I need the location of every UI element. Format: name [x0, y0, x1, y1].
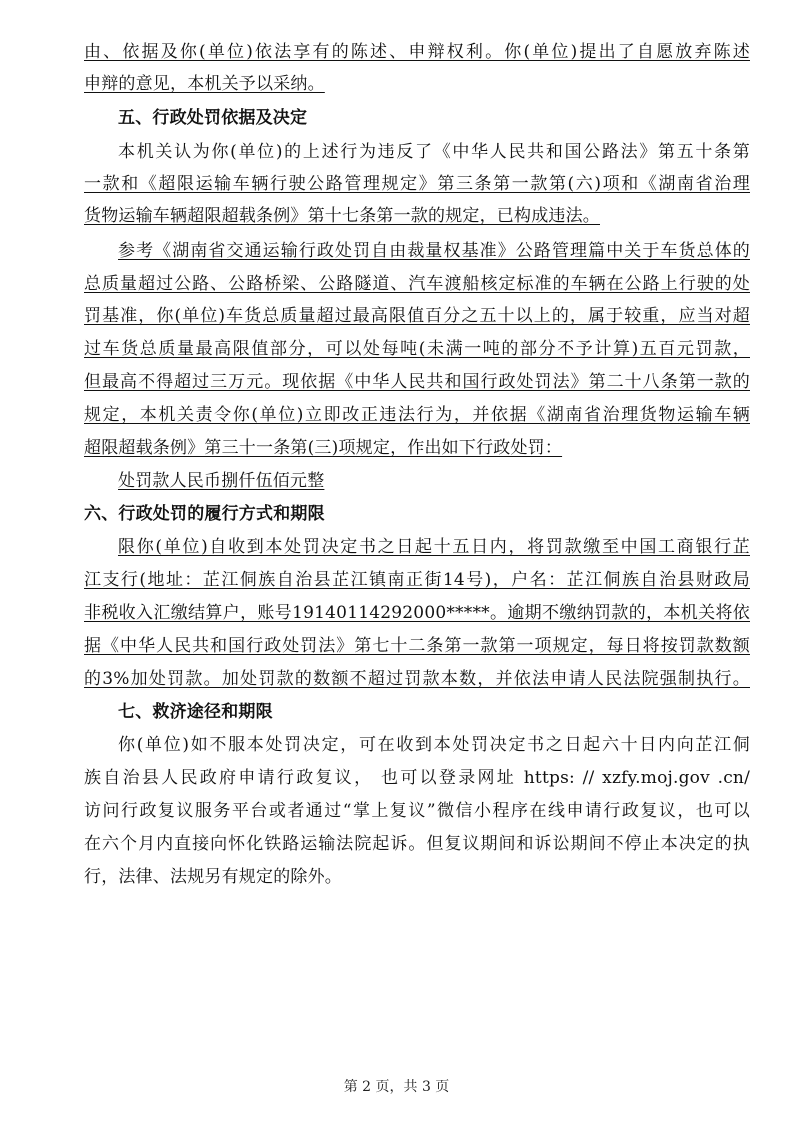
body-line: 据《中华人民共和国行政处罚法》第七十二条第一款第一项规定，每日将按罚款数额 — [84, 636, 750, 656]
body-line: 本机关认为你(单位)的上述行为违反了《中华人民共和国公路法》第五十条第 — [118, 142, 750, 162]
body-line: 申辩的意见，本机关予以采纳。 — [84, 74, 325, 94]
page-number: 第 2 页，共 3 页 — [343, 1079, 450, 1095]
body-line: 访问行政复议服务平台或者通过“掌上复议”微信小程序在线申请行政复议，也可以 — [84, 801, 750, 821]
body-line: 在六个月内直接向怀化铁路运输法院起诉。但复议期间和诉讼期间不停止本决定的执 — [84, 834, 750, 854]
section-heading: 七、救济途径和期限 — [118, 702, 273, 722]
body-line: 你(单位)如不服本处罚决定，可在收到本处罚决定书之日起六十日内向芷江侗 — [118, 735, 750, 755]
body-line: 限你(单位)自收到本处罚决定书之日起十五日内，将罚款缴至中国工商银行芷 — [118, 537, 750, 557]
body-line: 江支行(地址：芷江侗族自治县芷江镇南正街14号)，户名：芷江侗族自治县财政局 — [84, 570, 750, 590]
body-line: 但最高不得超过三万元。现依据《中华人民共和国行政处罚法》第二十八条第一款的 — [84, 372, 750, 392]
penalty-amount: 处罚款人民币捌仟伍佰元整 — [118, 471, 325, 491]
body-line: 族自治县人民政府申请行政复议， 也可以登录网址 https: // xzfy.moj.gov .cn/ — [84, 768, 750, 788]
body-line: 货物运输车辆超限超载条例》第十七条第一款的规定，已构成违法。 — [84, 206, 600, 226]
body-line: 非税收入汇缴结算户，账号19140114292000*****。逾期不缴纳罚款的，本机关将依 — [84, 603, 750, 623]
section-heading: 五、行政处罚依据及决定 — [118, 108, 308, 128]
body-line: 罚基准，你(单位)车货总质量超过最高限值百分之五十以上的，属于较重，应当对超 — [84, 306, 750, 326]
body-line: 总质量超过公路、公路桥梁、公路隧道、汽车渡船核定标准的车辆在公路上行驶的处 — [84, 274, 750, 294]
body-line: 一款和《超限运输车辆行驶公路管理规定》第三条第一款第(六)项和《湖南省治理 — [84, 174, 750, 194]
body-line: 的3%加处罚款。加处罚款的数额不超过罚款本数，并依法申请人民法院强制执行。 — [84, 669, 750, 689]
section-heading: 六、行政处罚的履行方式和期限 — [84, 504, 325, 524]
body-line: 超限超载条例》第三十一条第(三)项规定，作出如下行政处罚： — [84, 438, 563, 458]
body-line: 参考《湖南省交通运输行政处罚自由裁量权基准》公路管理篇中关于车货总体的 — [118, 241, 750, 261]
body-line: 过车货总质量最高限值部分，可以处每吨(未满一吨的部分不予计算)五百元罚款， — [84, 339, 750, 359]
body-line: 由、依据及你(单位)依法享有的陈述、申辩权利。你(单位)提出了自愿放弃陈述 — [84, 42, 750, 62]
body-line: 规定，本机关责令你(单位)立即改正违法行为，并依据《湖南省治理货物运输车辆 — [84, 405, 750, 425]
body-line: 行，法律、法规另有规定的除外。 — [84, 867, 342, 887]
